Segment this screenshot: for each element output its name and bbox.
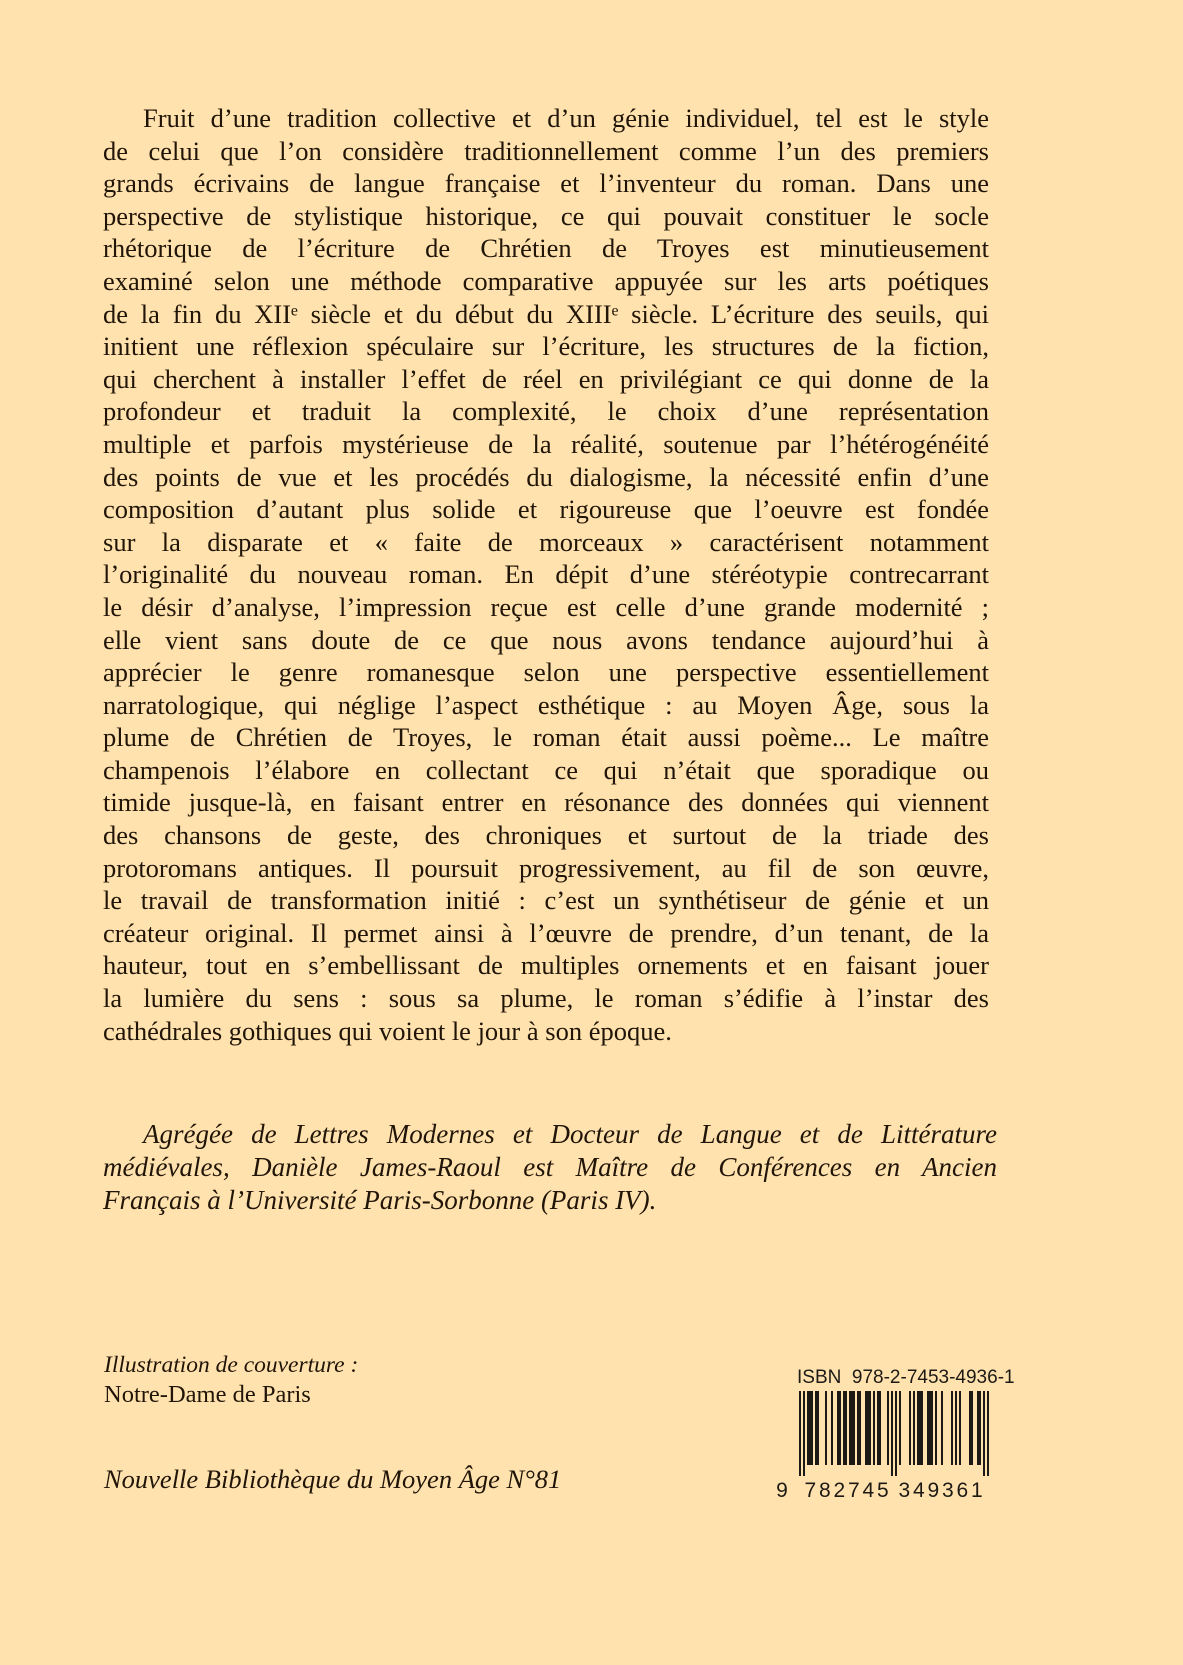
- synopsis-line: de celui que l’on considère traditionnellement comme l’un des premiers: [103, 135, 989, 166]
- barcode-bar: [983, 1391, 985, 1476]
- synopsis-line: la lumière du sens : sous sa plume, le roman s’édifie à l’instar des: [103, 983, 989, 1014]
- barcode-bar: [909, 1391, 911, 1465]
- synopsis-line: cathédrales gothiques qui voient le jour à son époque.: [103, 1015, 672, 1046]
- barcode-bar: [825, 1391, 827, 1465]
- barcode-bar: [873, 1391, 875, 1465]
- barcode-bar: [917, 1391, 923, 1465]
- cover-credit-value: Notre-Dame de Paris: [104, 1381, 311, 1408]
- barcode-bar: [849, 1391, 855, 1465]
- barcode-bar: [799, 1391, 801, 1476]
- synopsis-line: champenois l’élabore en collectant ce qui n’était que sporadique ou: [103, 754, 989, 785]
- cover-credit-label: Illustration de couverture :: [104, 1352, 359, 1378]
- barcode-bar: [891, 1391, 893, 1476]
- synopsis-line: grands écrivains de langue française et l’inventeur du roman. Dans une: [103, 168, 989, 199]
- barcode-bar: [837, 1391, 841, 1465]
- barcode-bar: [843, 1391, 847, 1465]
- synopsis-line: rhétorique de l’écriture de Chrétien de Troyes est minutieusement: [103, 233, 989, 264]
- synopsis-line: initient une réflexion spéculaire sur l’écriture, les structures de la fiction,: [103, 331, 989, 362]
- synopsis-line: le travail de transformation initié : c’est un synthétiseur de génie et un: [103, 885, 989, 916]
- barcode-bar: [807, 1391, 813, 1465]
- barcode-bar: [955, 1391, 957, 1465]
- barcode-bar: [951, 1391, 953, 1465]
- barcode-bar: [803, 1391, 805, 1476]
- barcode-bar: [941, 1391, 943, 1465]
- synopsis-line: apprécier le genre romanesque selon une perspective essentiellement: [103, 657, 989, 688]
- barcode-bar: [935, 1391, 937, 1465]
- synopsis-line: examiné selon une méthode comparative appuyée sur les arts poétiques: [103, 265, 989, 296]
- barcode-bar: [899, 1391, 901, 1465]
- author-bio: [103, 1118, 997, 1217]
- series-title: Nouvelle Bibliothèque du Moyen Âge N°81: [104, 1464, 562, 1494]
- synopsis-line: sur la disparate et « faite de morceaux » caractérisent notamment: [103, 526, 989, 557]
- synopsis-line: timide jusque-là, en faisant entrer en résonance des données qui viennent: [103, 787, 989, 818]
- barcode-bar: [831, 1391, 833, 1465]
- synopsis-line: elle vient sans doute de ce que nous avons tendance aujourd’hui à: [103, 624, 989, 655]
- barcode-bar: [857, 1391, 861, 1465]
- barcode-bar: [887, 1391, 889, 1465]
- barcode-bar: [895, 1391, 897, 1476]
- synopsis-line: de la fin du XIIᵉ siècle et du début du XIIIᵉ siècle. L’écriture des seuils, qui: [103, 298, 989, 329]
- isbn-label: ISBN 978-2-7453-4936-1: [797, 1367, 1015, 1388]
- barcode-bar: [913, 1391, 915, 1465]
- synopsis-line: plume de Chrétien de Troyes, le roman était aussi poème... Le maître: [103, 722, 989, 753]
- bio-line: Agrégée de Lettres Modernes et Docteur de Langue et de Littérature: [143, 1119, 997, 1149]
- synopsis-line: qui cherchent à installer l’effet de réel en privilégiant ce qui donne de la: [103, 363, 989, 394]
- barcode-bar: [969, 1391, 973, 1465]
- barcode-digits: 9: [776, 1479, 788, 1502]
- synopsis-line: profondeur et traduit la complexité, le choix d’une représentation: [103, 396, 989, 427]
- synopsis-line: des points de vue et les procédés du dialogisme, la nécessité enfin d’une: [103, 461, 989, 492]
- synopsis-line: multiple et parfois mystérieuse de la réalité, soutenue par l’hétérogénéité: [103, 428, 989, 459]
- synopsis-line: l’originalité du nouveau roman. En dépit d’une stéréotypie contrecarrant: [103, 559, 989, 590]
- barcode-bar: [927, 1391, 933, 1465]
- synopsis-line: le désir d’analyse, l’impression reçue est celle d’une grande modernité ;: [103, 591, 989, 622]
- barcode-bar: [987, 1391, 989, 1476]
- bio-line: Français à l’Université Paris-Sorbonne (Paris IV).: [103, 1185, 657, 1215]
- synopsis-paragraph: [103, 102, 989, 1047]
- synopsis-line: perspective de stylistique historique, ce qui pouvait constituer le socle: [103, 200, 989, 231]
- synopsis-line: hauteur, tout en s’embellissant de multiples ornements et en faisant jouer: [103, 950, 989, 981]
- barcode-bar: [977, 1391, 981, 1465]
- barcode-digits: 349361: [898, 1479, 986, 1502]
- synopsis-line: créateur original. Il permet ainsi à l’œuvre de prendre, d’un tenant, de la: [103, 917, 989, 948]
- synopsis-line: des chansons de geste, des chroniques et surtout de la triade des: [103, 820, 989, 851]
- barcode-digits: 782745: [804, 1479, 892, 1502]
- synopsis-line: Fruit d’une tradition collective et d’un génie individuel, tel est le style: [143, 103, 989, 133]
- barcode-bar: [815, 1391, 819, 1465]
- barcode-bar: [959, 1391, 961, 1465]
- barcode-bar: [865, 1391, 871, 1465]
- synopsis-line: composition d’autant plus solide et rigoureuse que l’oeuvre est fondée: [103, 494, 989, 525]
- bio-line: médiévales, Danièle James-Raoul est Maître de Conférences en Ancien: [103, 1152, 997, 1182]
- barcode-bar: [877, 1391, 881, 1465]
- synopsis-line: protoromans antiques. Il poursuit progressivement, au fil de son œuvre,: [103, 852, 989, 883]
- ean13-barcode: [775, 1391, 993, 1513]
- synopsis-line: narratologique, qui néglige l’aspect esthétique : au Moyen Âge, sous la: [103, 689, 989, 720]
